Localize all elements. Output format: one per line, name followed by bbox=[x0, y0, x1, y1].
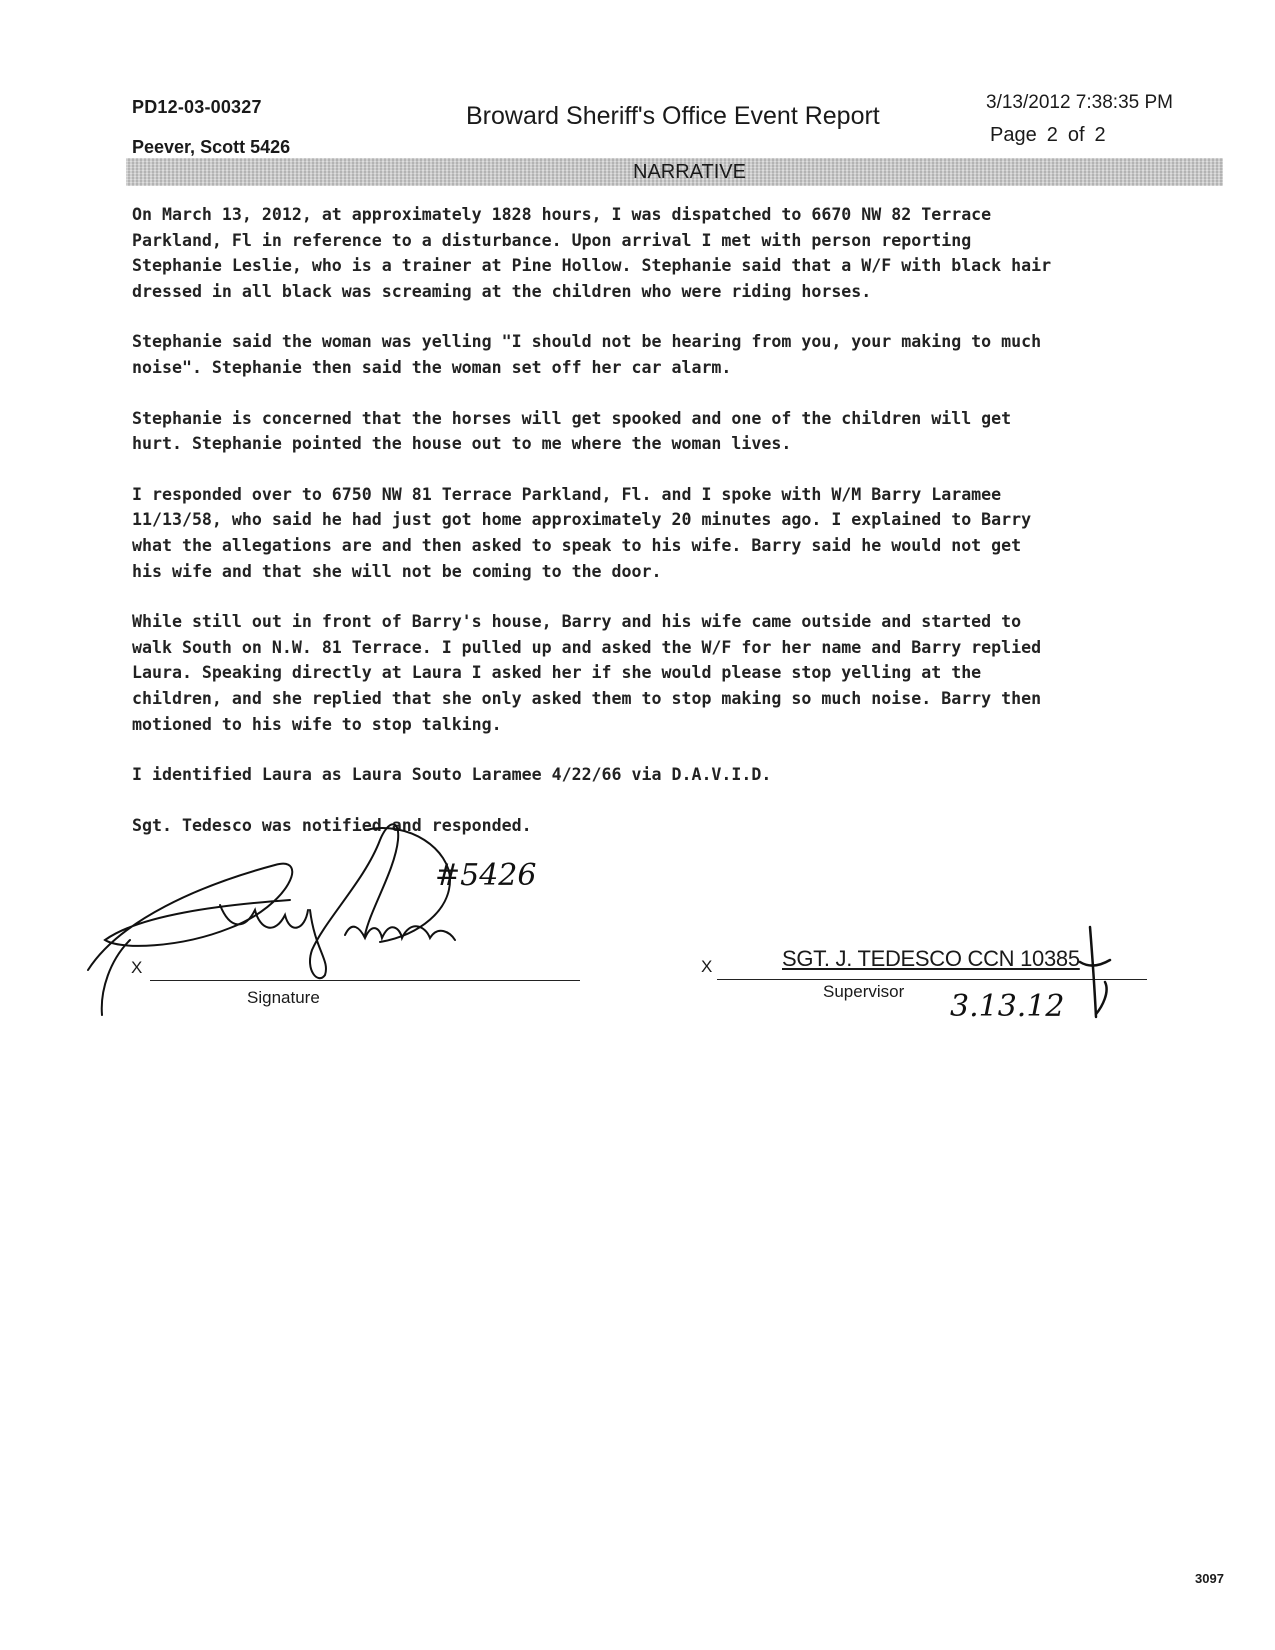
narrative-paragraph: Stephanie said the woman was yelling "I should not be hearing from you, your making to much noise". Stephanie then said the woman set off her car alarm. bbox=[132, 332, 1042, 377]
narrative-paragraph: While still out in front of Barry's house, Barry and his wife came outside and started to walk South on N.W. 81 Terrace. I pulled up and asked the W/F for her name and Barry replied Laura. Speaking directly at Laura I asked her if she would please stop yelling at the children, and she replied that she only asked them to stop making so much noise. Barry then motioned to his wife to stop talking. bbox=[132, 612, 1042, 734]
signature-x-mark: X bbox=[131, 958, 143, 977]
supervisor-x-mark: X bbox=[701, 957, 713, 976]
page-total: 2 bbox=[1094, 124, 1106, 146]
narrative-body bbox=[132, 202, 1242, 863]
page-label: Page bbox=[990, 124, 1037, 146]
narrative-paragraph: I responded over to 6750 NW 81 Terrace Parkland, Fl. and I spoke with W/M Barry Laramee 11/13/58, who said he had just got home approximately 20 minutes ago. I explained to Barry what the allegations are and then asked to speak to his wife. Barry said he would not get his wife and that she will not be coming to the door. bbox=[132, 484, 1032, 581]
narrative-header-bar bbox=[126, 158, 1223, 186]
case-number: PD12-03-00327 bbox=[132, 97, 262, 117]
supervisor-name: SGT. J. TEDESCO CCN 10385 bbox=[782, 946, 1080, 971]
svg-text:3.13.12: 3.13.12 bbox=[950, 989, 1065, 1024]
report-title: Broward Sheriff's Office Event Report bbox=[466, 102, 880, 130]
narrative-title: NARRATIVE bbox=[633, 161, 746, 183]
page-indicator bbox=[990, 124, 1116, 147]
handwritten-date bbox=[940, 978, 1090, 1038]
reporting-officer: Peever, Scott 5426 bbox=[132, 137, 291, 157]
handwritten-badge-number: #5426 bbox=[435, 858, 537, 893]
report-datetime: 3/13/2012 7:38:35 PM bbox=[986, 92, 1173, 113]
officer-handwritten-signature bbox=[80, 810, 600, 1010]
signature-label: Signature bbox=[247, 988, 320, 1007]
narrative-paragraph: On March 13, 2012, at approximately 1828 hours, I was dispatched to 6670 NW 82 Terrace Parkland, Fl in reference to a disturbance. Upon arrival I met with person reporting Stephanie Leslie, who is a trainer at Pine Hollow. Stephanie said that a W/F with black hair dressed in all black was screaming at the children who were riding horses. bbox=[132, 205, 1052, 301]
narrative-paragraph: I identified Laura as Laura Souto Laramee 4/22/66 via D.A.V.I.D. bbox=[132, 765, 772, 785]
page-stamp-number: 3097 bbox=[1195, 1571, 1224, 1586]
page-of: of bbox=[1067, 124, 1085, 146]
narrative-paragraph: Sgt. Tedesco was notified and responded. bbox=[132, 815, 532, 835]
narrative-paragraph: Stephanie is concerned that the horses will get spooked and one of the children will get hurt. Stephanie pointed the house out to me where the woman lives. bbox=[132, 408, 1012, 454]
page-current: 2 bbox=[1046, 124, 1058, 146]
supervisor-label: Supervisor bbox=[823, 982, 905, 1001]
